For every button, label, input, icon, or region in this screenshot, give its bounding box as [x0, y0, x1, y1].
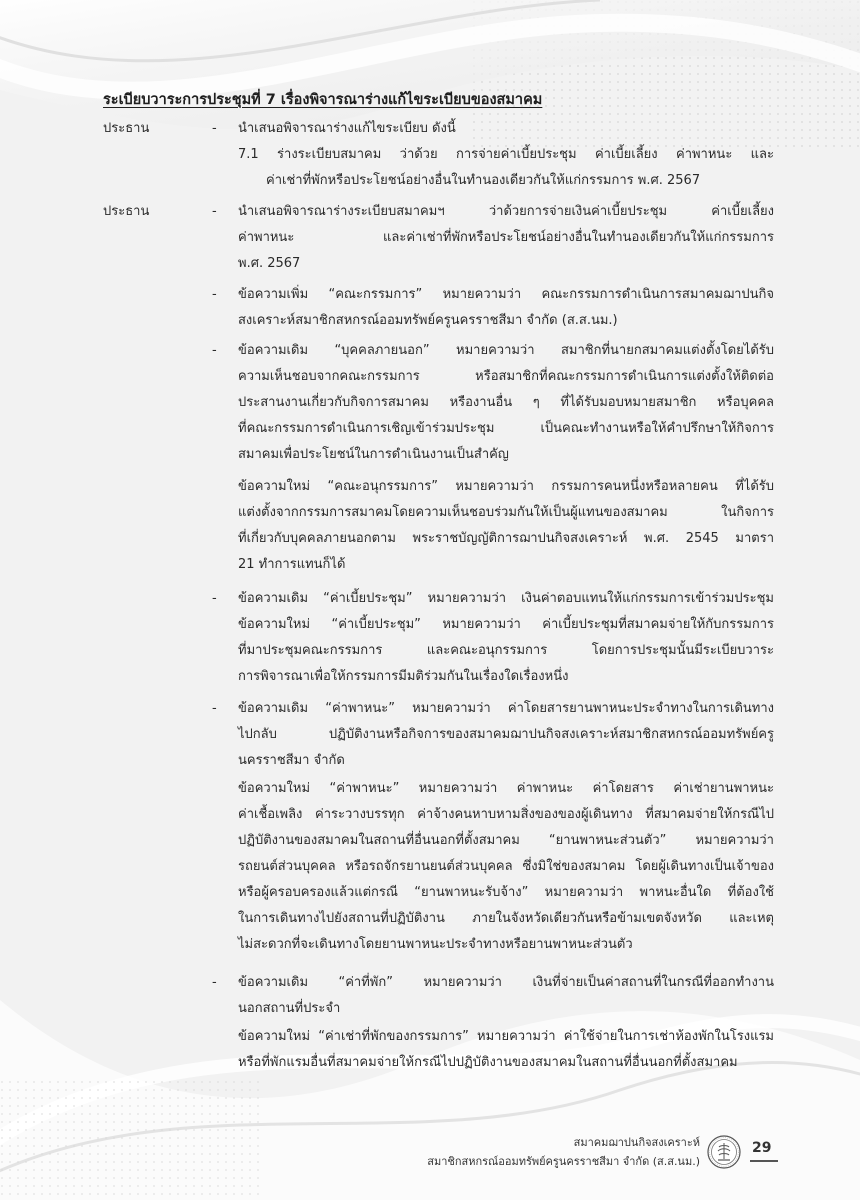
- paragraph-line: ข้อความใหม่ “ค่าพาหนะ” หมายความว่า ค่าพาหนะ ค่าโดยสาร ค่าเช่ายานพาหนะ: [238, 781, 774, 796]
- vehicle-old-definition: [238, 696, 774, 774]
- agenda-heading: ระเบียบวาระการประชุมที่ 7 เรื่องพิจารณาร่างแก้ไขระเบียบของสมาคม: [103, 92, 543, 108]
- paragraph-line: สมาคมเพื่อประโยชน์ในการดำเนินงานเป็นสำคัญ: [238, 447, 509, 462]
- committee-definition: [238, 282, 774, 334]
- paragraph-line: 21 ทำการแทนก็ได้: [238, 557, 346, 572]
- paragraph-line: ประสานงานเกี่ยวกับกิจการสมาคม หรืองานอื่น ๆ ที่ได้รับมอบหมายสมาชิก หรือบุคคล: [238, 395, 774, 410]
- paragraph-line: ที่มาประชุมคณะกรรมการ และคณะอนุกรรมการ โดยการประชุมนั้นมีระเบียบวาระ: [238, 643, 774, 658]
- footer-org-line: สมาชิกสหกรณ์ออมทรัพย์ครูนครราชสีมา จำกัด (ส.ส.นม.): [427, 1155, 700, 1168]
- paragraph-line: ข้อความเดิม “บุคคลภายนอก” หมายความว่า สมาชิกที่นายกสมาคมแต่งตั้งโดยได้รับ: [238, 343, 774, 358]
- paragraph-line: ที่คณะกรรมการดำเนินการเชิญเข้าร่วมประชุม เป็นคณะทำงานหรือให้คำปรึกษาให้กิจการ: [238, 421, 774, 436]
- bullet-dash: -: [212, 975, 217, 990]
- subcommittee-new-definition: [238, 474, 774, 578]
- bullet-dash: -: [212, 591, 217, 606]
- footer-organization: [427, 1133, 700, 1171]
- vehicle-new-definition: [238, 776, 774, 958]
- paragraph-line: ไปกลับ ปฏิบัติงานหรือกิจการของสมาคมฌาปนกิจสงเคราะห์สมาชิกสหกรณ์ออมทรัพย์ครู: [238, 727, 774, 742]
- paragraph-line: สงเคราะห์สมาชิกสหกรณ์ออมทรัพย์ครูนครราชสีมา จำกัด (ส.ส.นม.): [238, 313, 618, 328]
- page-number-underline: [750, 1160, 778, 1162]
- footer-org-line: สมาคมฌาปนกิจสงเคราะห์: [573, 1136, 700, 1149]
- outsider-old-definition: [238, 338, 774, 468]
- present-paragraph: [238, 199, 774, 277]
- paragraph-line: ค่าเชื้อเพลิง ค่าระวางบรรทุก ค่าจ้างคนหาบหามสิ่งของของผู้เดินทาง ที่สมาคมจ่ายให้กรณีไป: [238, 807, 774, 822]
- paragraph-line: นอกสถานที่ประจำ: [238, 1001, 341, 1016]
- paragraph-line: หรือผู้ครอบครองแล้วแต่กรณี “ยานพาหนะรับจ้าง” หมายความว่า พาหนะอื่นใด ที่ต้องใช้: [238, 885, 774, 900]
- paragraph-line: ข้อความใหม่ “ค่าเบี้ยประชุม” หมายความว่า ค่าเบี้ยประชุมที่สมาคมจ่ายให้กับกรรมการ: [238, 617, 774, 632]
- paragraph-line: พ.ศ. 2567: [238, 256, 301, 271]
- speaker-label: ประธาน: [103, 204, 150, 219]
- paragraph-line: รถยนต์ส่วนบุคคล หรือรถจักรยานยนต์ส่วนบุคคล ซึ่งมิใช่ของสมาคม โดยผู้เดินทางเป็นเจ้าของ: [238, 859, 774, 874]
- paragraph-line: ข้อความเดิม “ค่าเบี้ยประชุม” หมายความว่า เงินค่าตอบแทนให้แก่กรรมการเข้าร่วมประชุม: [238, 591, 774, 606]
- paragraph-line: การพิจารณาเพื่อให้กรรมการมีมติร่วมกันในเรื่องใดเรื่องหนึ่ง: [238, 669, 569, 684]
- bullet-dash: -: [212, 701, 217, 716]
- meeting-fee-definition: [238, 586, 774, 690]
- bullet-dash: -: [212, 287, 217, 302]
- association-seal-icon: [707, 1135, 741, 1169]
- bullet-dash: -: [212, 121, 217, 136]
- paragraph-line: ข้อความใหม่ “คณะอนุกรรมการ” หมายความว่า กรรมการคนหนึ่งหรือหลายคน ที่ได้รับ: [238, 479, 774, 494]
- paragraph-line: ปฏิบัติงานของสมาคมในสถานที่อื่นนอกที่ตั้งสมาคม “ยานพาหนะส่วนตัว” หมายความว่า: [238, 833, 774, 848]
- paragraph-line: ความเห็นชอบจากคณะกรรมการ หรือสมาชิกที่คณะกรรมการดำเนินการแต่งตั้งให้ติดต่อ: [238, 369, 774, 384]
- item-7-1: [238, 142, 774, 194]
- paragraph-line: ที่เกี่ยวกับบุคคลภายนอกตาม พระราชบัญญัติการฌาปนกิจสงเคราะห์ พ.ศ. 2545 มาตรา: [238, 531, 774, 546]
- paragraph-line: ไม่สะดวกที่จะเดินทางโดยยานพาหนะประจำทางหรือยานพาหนะส่วนตัว: [238, 937, 633, 952]
- paragraph-line: ข้อความเดิม “ค่าพาหนะ” หมายความว่า ค่าโดยสารยานพาหนะประจำทางในการเดินทาง: [238, 701, 774, 716]
- speaker-label: ประธาน: [103, 121, 150, 136]
- paragraph-line: ข้อความเดิม “ค่าที่พัก” หมายความว่า เงินที่จ่ายเป็นค่าสถานที่ในกรณีที่ออกทำงาน: [238, 975, 774, 990]
- bullet-dash: -: [212, 343, 217, 358]
- paragraph-line: แต่งตั้งจากกรรมการสมาคมโดยความเห็นชอบร่วมกันให้เป็นผู้แทนของสมาคม ในกิจการ: [238, 505, 774, 520]
- paragraph-line: ข้อความใหม่ “ค่าเช่าที่พักของกรรมการ” หมายความว่า ค่าใช้จ่ายในการเช่าห้องพักในโรงแรม: [238, 1029, 774, 1044]
- paragraph-line: ค่าพาหนะ และค่าเช่าที่พักหรือประโยชน์อย่างอื่นในทำนองเดียวกันให้แก่กรรมการ: [238, 230, 774, 245]
- paragraph-line: นครราชสีมา จำกัด: [238, 753, 345, 768]
- paragraph-line: หรือที่พักแรมอื่นที่สมาคมจ่ายให้กรณีไปปฏิบัติงานของสมาคมในสถานที่อื่นนอกที่ตั้งสมาคม: [238, 1055, 738, 1070]
- lodging-old-definition: [238, 970, 774, 1022]
- intro-paragraph: นำเสนอพิจารณาร่างแก้ไขระเบียบ ดังนี้: [238, 121, 456, 136]
- paragraph-line: ในการเดินทางไปยังสถานที่ปฏิบัติงาน ภายในจังหวัดเดียวกันหรือข้ามเขตจังหวัด และเหตุ: [238, 911, 774, 926]
- page-number: 29: [752, 1140, 772, 1156]
- lodging-new-definition: [238, 1024, 774, 1076]
- paragraph-line: ข้อความเพิ่ม “คณะกรรมการ” หมายความว่า คณะกรรมการดำเนินการสมาคมฌาปนกิจ: [238, 287, 774, 302]
- item-7-1-line: ค่าเช่าที่พักหรือประโยชน์อย่างอื่นในทำนองเดียวกันให้แก่กรรมการ พ.ศ. 2567: [266, 173, 701, 188]
- bullet-dash: -: [212, 204, 217, 219]
- item-7-1-line: 7.1 ร่างระเบียบสมาคม ว่าด้วย การจ่ายค่าเบี้ยประชุม ค่าเบี้ยเลี้ยง ค่าพาหนะ และ: [238, 147, 774, 162]
- paragraph-line: นำเสนอพิจารณาร่างระเบียบสมาคมฯ ว่าด้วยการจ่ายเงินค่าเบี้ยประชุม ค่าเบี้ยเลี้ยง: [238, 204, 774, 219]
